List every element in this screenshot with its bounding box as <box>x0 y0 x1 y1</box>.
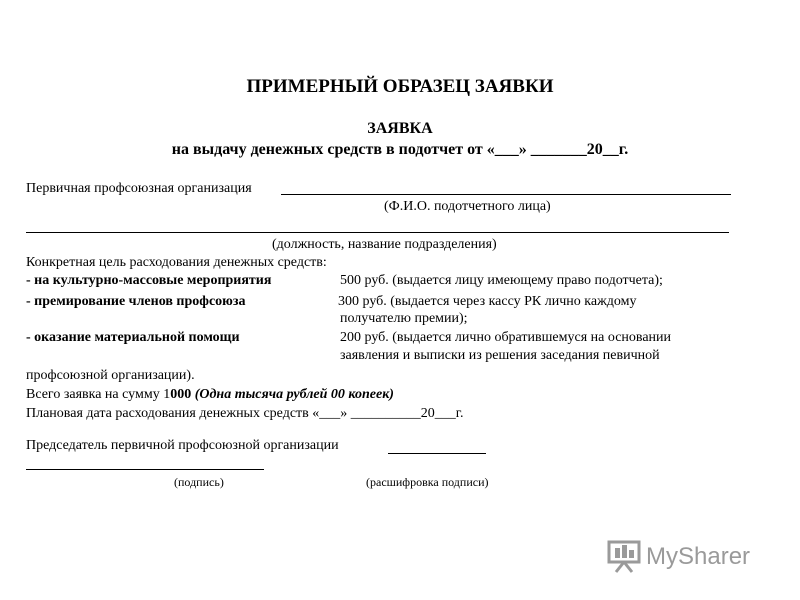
watermark-logo <box>606 536 766 576</box>
signature-underline <box>26 469 264 470</box>
item-amount-cont: получателю премии); <box>340 311 468 326</box>
document-title: ПРИМЕРНЫЙ ОБРАЗЕЦ ЗАЯВКИ <box>246 76 554 97</box>
org-underline <box>281 194 731 195</box>
signature-caption: (подпись) <box>174 475 224 489</box>
watermark-text: MySharer <box>646 543 751 570</box>
chairman-underline <box>388 453 486 454</box>
item-name: - на культурно-массовые мероприятия <box>26 273 272 288</box>
position-underline <box>26 232 729 233</box>
total-words: (Одна тысяча рублей 00 копеек) <box>191 387 394 402</box>
decode-caption: (расшифровка подписи) <box>366 475 489 489</box>
planned-date: Плановая дата расходования денежных средств «___» __________20___г. <box>26 406 464 421</box>
item-amount: 200 руб. (выдается лично обратившемуся на основании <box>340 330 672 345</box>
org-label: Первичная профсоюзная организация <box>26 181 252 196</box>
purpose-label: Конкретная цель расходования денежных средств: <box>26 255 327 270</box>
item-amount: 500 руб. (выдается лицу имеющему право подотчета); <box>340 273 663 288</box>
position-caption: (должность, название подразделения) <box>272 237 497 252</box>
total-amount: 000 <box>170 387 192 402</box>
total-line <box>26 387 394 403</box>
presentation-icon <box>606 536 766 576</box>
chairman-label: Председатель первичной профсоюзной организации <box>26 438 339 453</box>
fio-caption: (Ф.И.О. подотчетного лица) <box>384 199 551 214</box>
form-heading: ЗАЯВКА <box>367 120 433 137</box>
total-prefix: Всего заявка на сумму 1 <box>26 387 171 402</box>
item-amount: 300 руб. (выдается через кассу РК лично каждому <box>338 294 637 309</box>
form-subheading: на выдачу денежных средств в подотчет от «___» _______20__г. <box>171 141 629 158</box>
item-name: - премирование членов профсоюза <box>26 294 246 309</box>
item-name: - оказание материальной помощи <box>26 330 240 345</box>
items-tail: профсоюзной организации). <box>26 368 195 383</box>
item-amount-cont: заявления и выписки из решения заседания певичной <box>340 348 660 363</box>
